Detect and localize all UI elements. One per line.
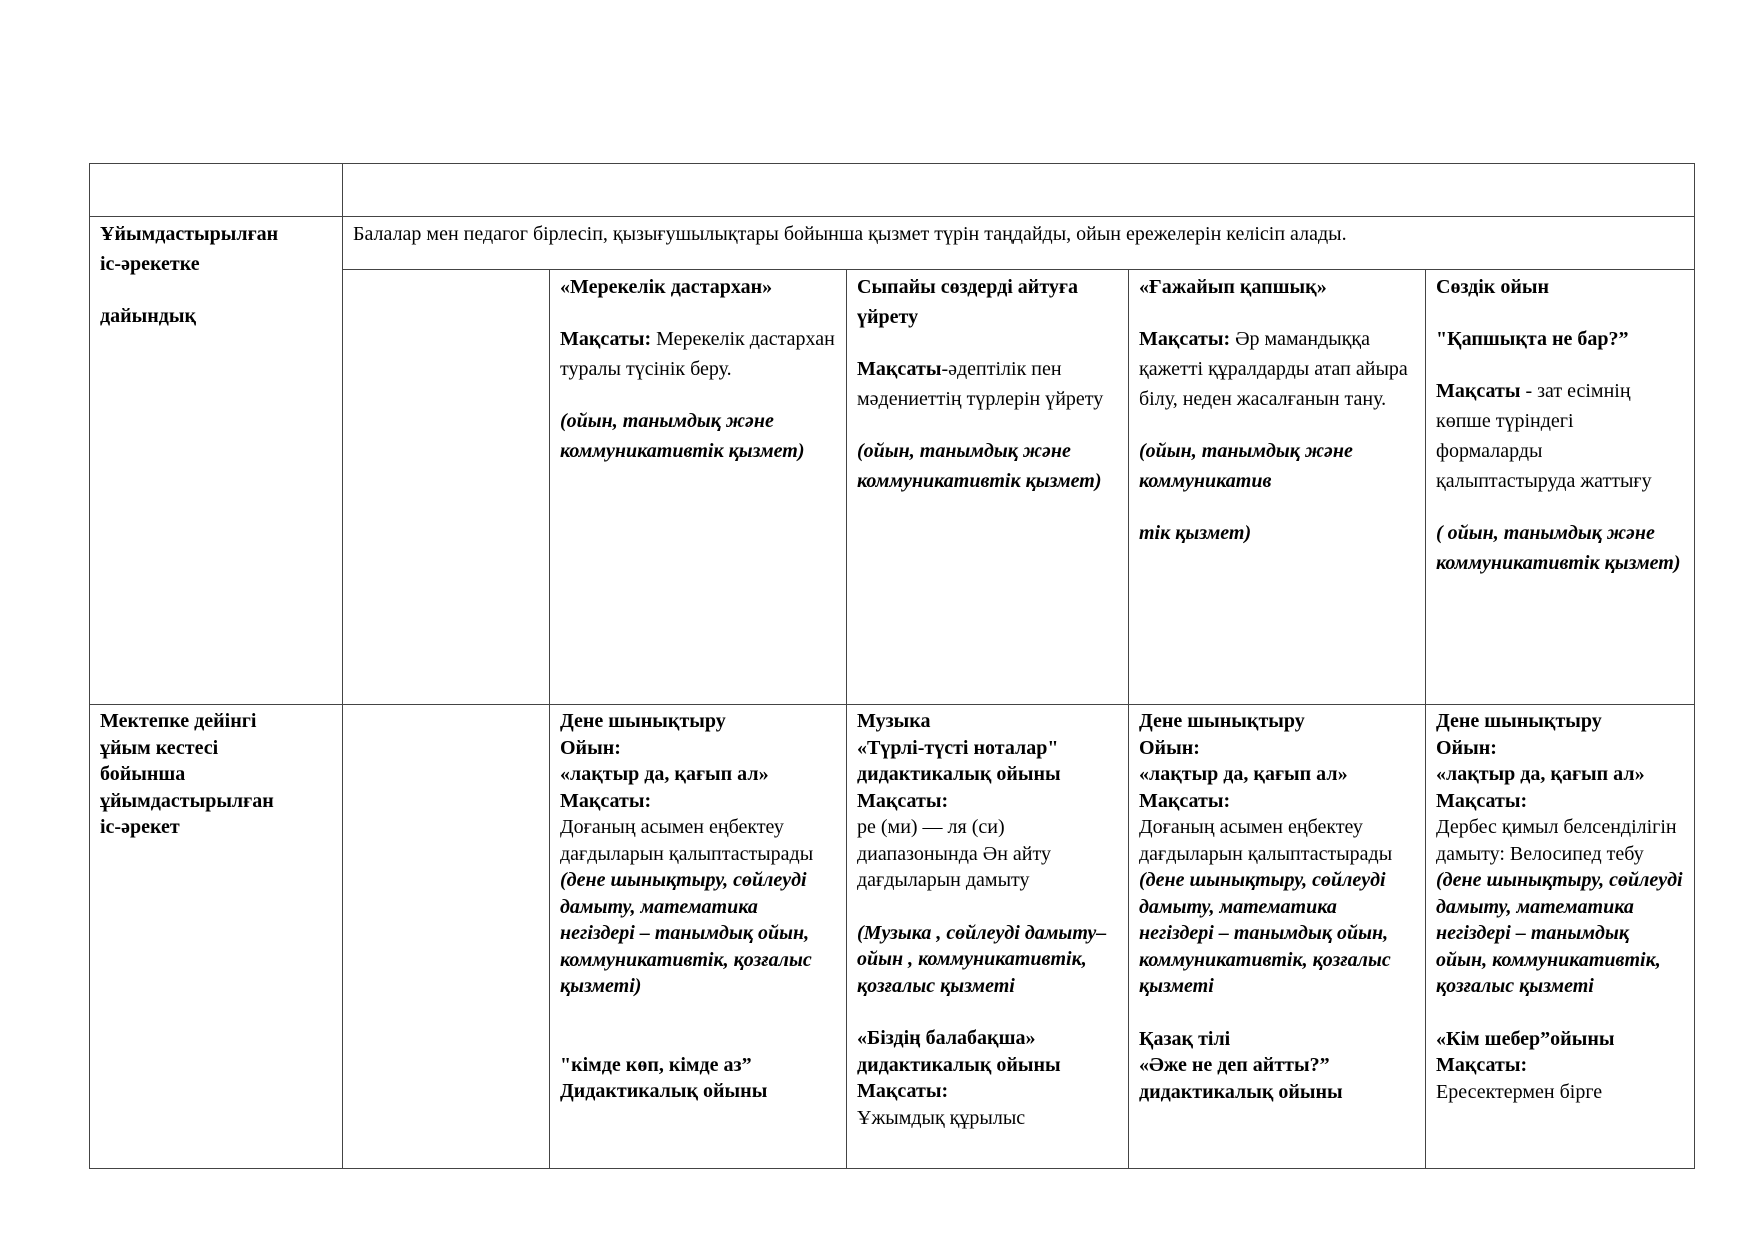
schedule-3-line-6: (дене шынықтыру, сөйлеуді дамыту, математика негіздері – танымдық ойын, коммуникативтік, қозғалыс қызметі [1139, 869, 1391, 997]
game-4-goal [1436, 376, 1684, 496]
schedule-2-line-10: Ұжымдық құрылыс [857, 1106, 1026, 1129]
schedule-label-line-1: Мектепке дейінгі [100, 710, 257, 732]
schedule-1-line-5: Доғаның асымен еңбектеу дағдыларын қалыптастырады [560, 816, 814, 865]
schedule-4-line-4: Мақсаты: [1436, 789, 1528, 812]
game-1-title: «Мерекелік дастархан» [560, 276, 773, 298]
schedule-cell-4 [1426, 705, 1695, 1169]
schedule-cell-2 [847, 705, 1129, 1169]
game-cell-4 [1426, 270, 1695, 705]
prep-text-cell [343, 217, 1695, 270]
schedule-label-cell [90, 705, 343, 1169]
prep-label-line-1: Ұйымдастырылған [100, 223, 279, 245]
weekly-plan-table [89, 163, 1695, 1169]
schedule-4-line-1: Дене шынықтыру [1436, 710, 1602, 732]
game-2-goal [857, 354, 1118, 414]
schedule-2-line-4: Мақсаты: [857, 789, 949, 812]
schedule-4-line-7: «Кім шебер”ойыны [1436, 1027, 1615, 1050]
schedule-label-line-4: ұйымдастырылған [100, 789, 274, 812]
schedule-4-line-8: Мақсаты: [1436, 1054, 1528, 1076]
game-3-activity: (ойын, танымдық және коммуникатив [1139, 440, 1353, 492]
schedule-3-line-2: Ойын: [1139, 736, 1200, 759]
game-1-goal-label: Мақсаты: [560, 328, 652, 350]
game-3-goal-label: Мақсаты: [1139, 328, 1231, 350]
prep-label-line-2: іс-әрекетке [100, 253, 200, 275]
schedule-2-line-7: «Біздің балабақша» [857, 1027, 1036, 1049]
schedule-3-line-5: Доғаның асымен еңбектеу дағдыларын қалыптастырады [1139, 816, 1393, 865]
game-2-goal-text: -әдептілік пен мәдениеттің түрлерін үйрету [857, 358, 1104, 410]
schedule-3-line-3: «лақтыр да, қағып ал» [1139, 763, 1348, 785]
header-empty-cell-left [90, 164, 343, 217]
games-empty-cell [343, 270, 550, 705]
prep-label-line-3: дайындық [100, 305, 197, 327]
schedule-3-line-7: Қазақ тілі [1139, 1027, 1231, 1050]
prep-label-cell [90, 217, 343, 705]
schedule-4-line-2: Ойын: [1436, 736, 1497, 759]
schedule-2-line-2: «Түрлі-түсті ноталар" [857, 736, 1059, 759]
game-3-goal [1139, 324, 1415, 414]
schedule-1-line-4: Мақсаты: [560, 789, 652, 812]
schedule-2-line-6: (Музыка , сөйлеуді дамыту– ойын , коммуникативтік, қозғалыс қызметі [857, 921, 1107, 997]
schedule-4-line-3: «лақтыр да, қағып ал» [1436, 763, 1645, 785]
game-1-goal [560, 324, 836, 384]
game-2-goal-label: Мақсаты [857, 358, 942, 380]
schedule-1-line-3: «лақтыр да, қағып ал» [560, 763, 769, 785]
game-1-activity: (ойын, танымдық және коммуникативтік қызмет) [560, 410, 805, 462]
schedule-label-line-3: бойынша [100, 763, 186, 785]
game-cell-3 [1129, 270, 1426, 705]
schedule-cell-1 [550, 705, 847, 1169]
schedule-2-line-9: Мақсаты: [857, 1080, 949, 1102]
prep-row [90, 217, 1695, 270]
schedule-4-line-6: (дене шынықтыру, сөйлеуді дамыту, математика негіздері – танымдық ойын, коммуникативтік, қозғалыс қызметі [1436, 869, 1683, 997]
schedule-1-line-7: "кімде көп, кімде аз” [560, 1053, 752, 1076]
game-2-title: Сыпайы сөздерді айтуға үйрету [857, 276, 1078, 328]
game-cell-1 [550, 270, 847, 705]
header-empty-cell-right [343, 164, 1695, 217]
schedule-2-line-1: Музыка [857, 710, 931, 732]
schedule-2-line-8: дидактикалық ойыны [857, 1053, 1061, 1076]
game-4-title: Сөздік ойын [1436, 276, 1549, 298]
prep-text: Балалар мен педагог бірлесіп, қызығушылықтары бойынша қызмет түрін таңдайды, ойын ережелерін келісіп алады. [353, 223, 1347, 245]
header-row [90, 164, 1695, 217]
game-3-activity-cont: тік қызмет) [1139, 522, 1252, 544]
schedule-3-line-1: Дене шынықтыру [1139, 710, 1305, 732]
game-cell-2 [847, 270, 1129, 705]
schedule-3-line-9: дидактикалық ойыны [1139, 1080, 1343, 1103]
schedule-cell-3 [1129, 705, 1426, 1169]
game-4-goal-label: Мақсаты [1436, 380, 1521, 402]
game-1-goal-text: Мерекелік дастархан туралы түсінік беру. [560, 328, 835, 380]
schedule-1-line-6: (дене шынықтыру, сөйлеуді дамыту, математика негіздері – танымдық ойын, коммуникативтік, қозғалыс қызметі) [560, 869, 812, 997]
schedule-2-line-5: ре (ми) — ля (си) диапазонында Ән айту дағдыларын дамыту [857, 816, 1051, 891]
schedule-4-line-9: Ересектермен бірге [1436, 1080, 1603, 1103]
game-4-goal-text: - зат есімнің көпше түріндегі формаларды қалыптастыруда жаттығу [1436, 380, 1652, 492]
schedule-3-line-4: Мақсаты: [1139, 789, 1231, 812]
schedule-label-line-5: іс-әрекет [100, 816, 180, 838]
schedule-empty-cell [343, 705, 550, 1169]
schedule-1-line-1: Дене шынықтыру [560, 710, 726, 732]
schedule-3-line-8: «Әже не деп айтты?” [1139, 1054, 1330, 1076]
schedule-row [90, 705, 1695, 1169]
schedule-4-line-5: Дербес қимыл белсенділігін дамыту: Велосипед тебу [1436, 816, 1677, 865]
schedule-label-line-2: ұйым кестесі [100, 736, 219, 759]
schedule-2-line-3: дидактикалық ойыны [857, 763, 1061, 785]
game-3-title: «Ғажайып қапшық» [1139, 276, 1327, 298]
schedule-1-line-2: Ойын: [560, 736, 621, 759]
game-3-goal-text: Әр мамандыққа қажетті құралдарды атап айыра білу, неден жасалғанын тану. [1139, 328, 1408, 410]
game-4-activity: ( ойын, танымдық және коммуникативтік қызмет) [1436, 522, 1681, 574]
game-2-activity: (ойын, танымдық және коммуникативтік қызмет) [857, 440, 1102, 492]
schedule-1-line-8: Дидактикалық ойыны [560, 1080, 768, 1102]
game-4-subtitle: "Қапшықта не бар?” [1436, 328, 1629, 350]
